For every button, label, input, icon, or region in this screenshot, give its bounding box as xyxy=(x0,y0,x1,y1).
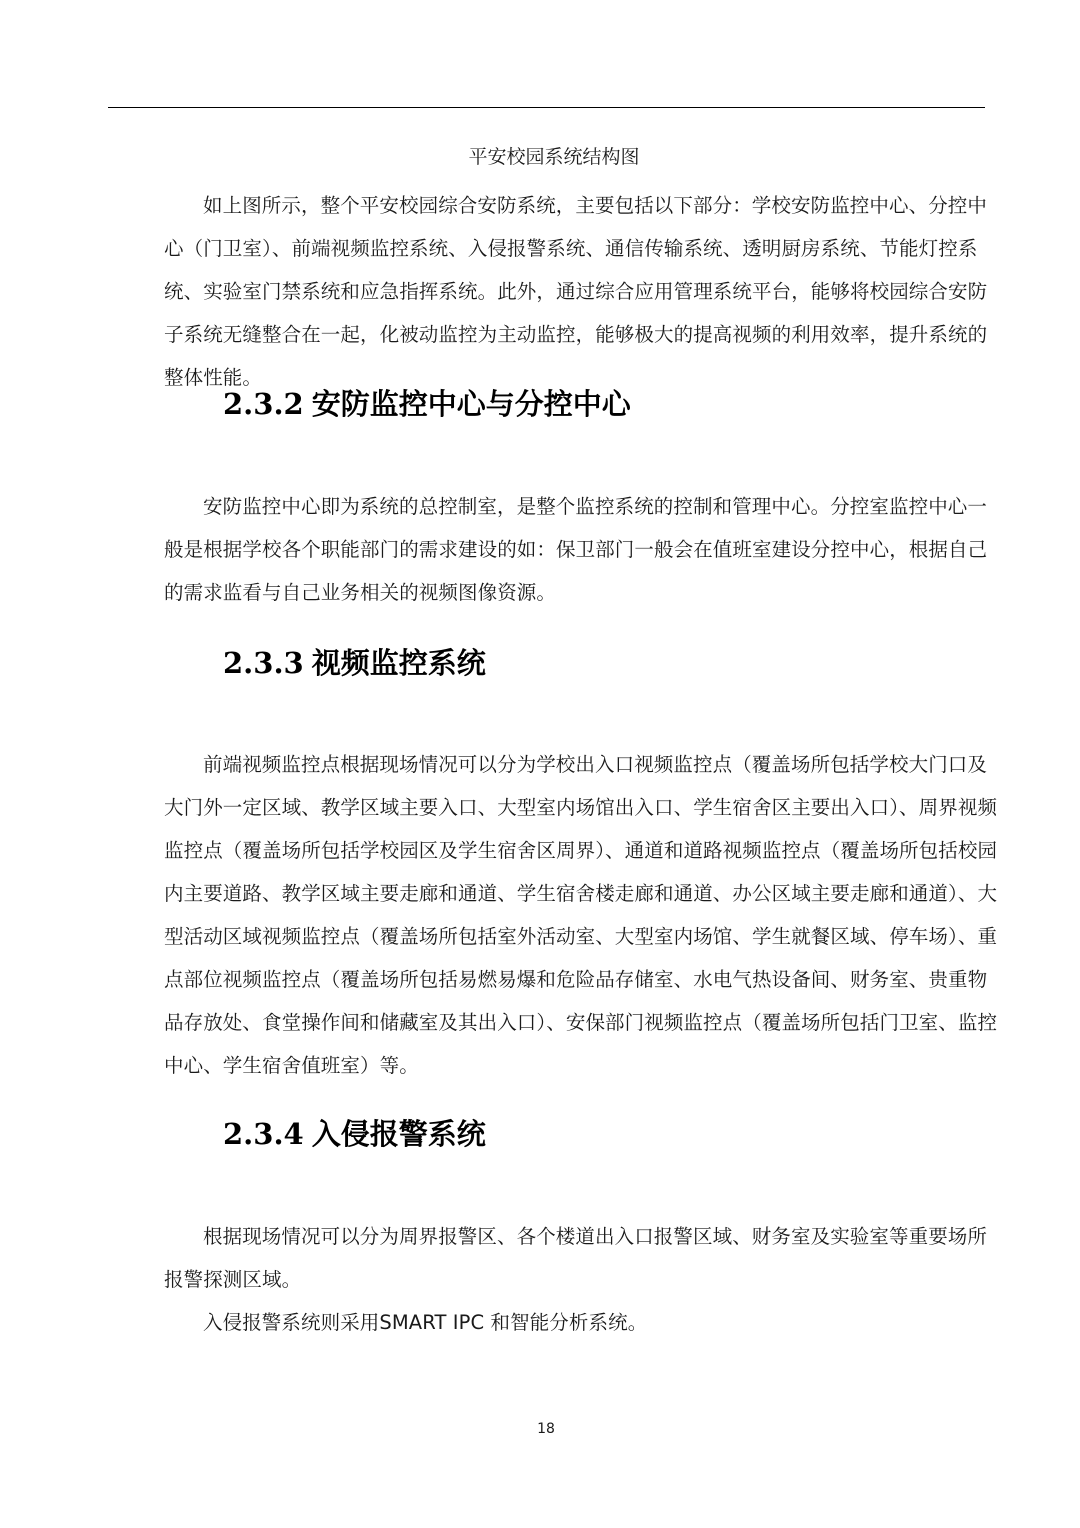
intro-paragraph xyxy=(164,184,1002,399)
section-paragraph-text: 根据现场情况可以分为周界报警区、各个楼道出入口报警区域、财务室及实验室等重要场所报警探测区域。 xyxy=(164,1225,988,1291)
section-heading-2-3-4 xyxy=(223,1114,486,1154)
section-paragraph-text: 前端视频监控点根据现场情况可以分为学校出入口视频监控点（覆盖场所包括学校大门口及大门外一定区域、教学区域主要入口、大型室内场馆出入口、学生宿舍区主要出入口）、周界视频监控点（覆盖场所包括学校园区及学生宿舍区周界）、通道和道路视频监控点（覆盖场所包括校园内主要道路、教学区域主要走廊和通道、学生宿舍楼走廊和通道、办公区域主要走廊和通道）、大型活动区域视频监控点（覆盖场所包括室外活动室、大型室内场馆、学生就餐区域、停车场）、重点部位视频监控点（覆盖场所包括易燃易爆和危险品存储室、水电气热设备间、财务室、贵重物品存放处、食堂操作间和储藏室及其出入口）、安保部门视频监控点（覆盖场所包括门卫室、监控中心、学生宿舍值班室）等。 xyxy=(164,753,998,1077)
section-title: 入侵报警系统 xyxy=(311,1117,486,1151)
section-heading-2-3-3 xyxy=(223,643,486,683)
intro-paragraph-text: 如上图所示，整个平安校园综合安防系统，主要包括以下部分：学校安防监控中心、分控中心（门卫室）、前端视频监控系统、入侵报警系统、通信传输系统、透明厨房系统、节能灯控系统、实验室门禁系统和应急指挥系统。此外，通过综合应用管理系统平台，能够将校园综合安防子系统无缝整合在一起，化被动监控为主动监控，能够极大的提高视频的利用效率，提升系统的整体性能。 xyxy=(164,194,988,389)
section-heading-2-3-2 xyxy=(223,384,631,424)
section-paragraph-2-3-2 xyxy=(164,485,1002,614)
page-number: 18 xyxy=(537,1421,555,1437)
section-number: 2.3.3 xyxy=(223,646,304,680)
figure-caption: 平安校园系统结构图 xyxy=(468,146,640,168)
section-paragraph-text: 安防监控中心即为系统的总控制室，是整个监控系统的控制和管理中心。分控室监控中心一般是根据学校各个职能部门的需求建设的如：保卫部门一般会在值班室建设分控中心，根据自己的需求监看与自己业务相关的视频图像资源。 xyxy=(164,495,988,604)
section-title: 安防监控中心与分控中心 xyxy=(311,387,631,421)
section-paragraph-2-3-4 xyxy=(164,1215,1002,1301)
section-paragraph-2-3-3 xyxy=(164,743,1002,1087)
section-paragraph-text: 入侵报警系统则采用SMART IPC 和智能分析系统。 xyxy=(203,1311,648,1334)
section-paragraph-2-3-4-second xyxy=(164,1301,1002,1344)
section-number: 2.3.2 xyxy=(223,387,304,421)
header-rule xyxy=(108,107,985,108)
section-number: 2.3.4 xyxy=(223,1117,304,1151)
section-title: 视频监控系统 xyxy=(311,646,486,680)
